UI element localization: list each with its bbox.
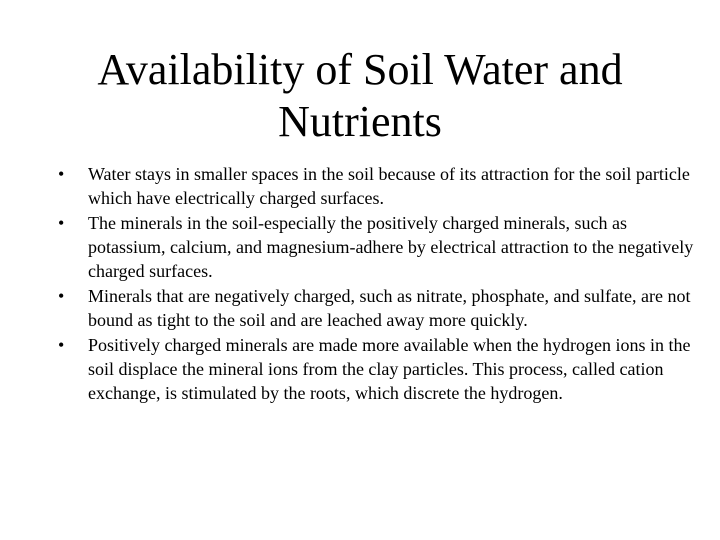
bullet-icon: • — [58, 213, 65, 233]
bullet-item — [56, 284, 696, 332]
bullet-icon: • — [58, 335, 65, 355]
bullet-list — [56, 162, 696, 406]
bullet-icon: • — [58, 164, 65, 184]
bullet-text: Positively charged minerals are made more available when the hydrogen ions in the soil displace the mineral ions from the clay particles. This process, called cation exchange, is stimulated by the roots, which discrete the hydrogen. — [88, 335, 691, 403]
bullet-item — [56, 162, 696, 210]
bullet-item — [56, 211, 696, 283]
bullet-text: The minerals in the soil-especially the positively charged minerals, such as potassium, calcium, and magnesium-adhere by electrical attraction to the negatively charged surfaces. — [88, 213, 694, 281]
bullet-item — [56, 333, 696, 405]
bullet-text: Water stays in smaller spaces in the soil because of its attraction for the soil particle which have electrically charged surfaces. — [88, 164, 690, 208]
bullet-icon: • — [58, 286, 65, 306]
bullet-text: Minerals that are negatively charged, such as nitrate, phosphate, and sulfate, are not bound as tight to the soil and are leached away more quickly. — [88, 286, 691, 330]
slide-title-line-2: Nutrients — [278, 97, 442, 146]
slide-title — [0, 44, 720, 148]
slide-title-line-1: Availability of Soil Water and — [97, 45, 623, 94]
